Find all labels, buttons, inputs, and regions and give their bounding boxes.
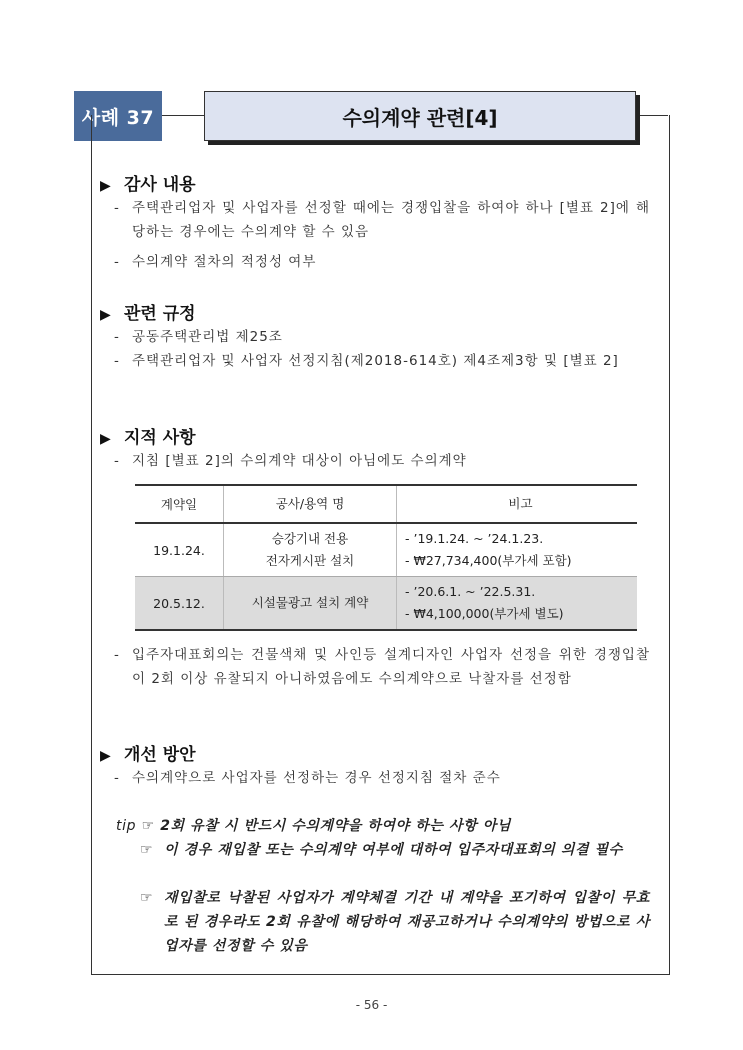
pointing-hand-icon: ☞	[140, 890, 154, 906]
table-header-cell: 계약일	[135, 485, 224, 523]
contract-table	[135, 484, 637, 631]
table-row	[135, 523, 637, 577]
list-item: - 입주자대표회의는 건물색채 및 사인등 설계디자인 사업자 선정을 위한 경쟁입찰이 2회 이상 유찰되지 아니하였음에도 수의계약으로 낙찰자를 선정함	[114, 647, 650, 687]
case-badge: 사례 37	[74, 91, 162, 141]
table-header-row	[135, 485, 637, 523]
section-heading-improvement: ▶ 개선 방안	[100, 745, 196, 765]
page-title: 수의계약 관련[4]	[204, 91, 636, 141]
table-header-cell: 비고	[397, 485, 638, 523]
table-cell-note: - ’19.1.24. ~ ’24.1.23. - ₩27,734,400(부가세 포함)	[397, 523, 638, 577]
list-item: - 주택관리업자 및 사업자 선정지침(제2018-614호) 제4조제3항 및 [별표 2]	[114, 353, 619, 369]
table-header-cell: 공사/용역 명	[224, 485, 397, 523]
table-cell-date: 20.5.12.	[135, 577, 224, 631]
table-cell-date: 19.1.24.	[135, 523, 224, 577]
triangle-bullet-icon: ▶	[100, 178, 111, 194]
list-item: - 수의계약으로 사업자를 선정하는 경우 선정지침 절차 준수	[114, 770, 501, 786]
section-heading-regulation: ▶ 관련 규정	[100, 304, 196, 324]
list-item: - 수의계약 절차의 적정성 여부	[114, 254, 317, 270]
tip-item: tip ☞ 2회 유찰 시 반드시 수의계약을 하여야 하는 사항 아님	[116, 818, 511, 834]
list-item: - 지침 [별표 2]의 수의계약 대상이 아님에도 수의계약	[114, 453, 467, 469]
table-cell-note: - ’20.6.1. ~ ’22.5.31. - ₩4,100,000(부가세 별도)	[397, 577, 638, 631]
triangle-bullet-icon: ▶	[100, 431, 111, 447]
page-number: - 56 -	[355, 998, 388, 1012]
pointing-hand-icon: ☞	[140, 842, 154, 858]
table-cell-name: 승강기내 전용 전자게시판 설치	[224, 523, 397, 577]
tip-item: ☞ 이 경우 재입찰 또는 수의계약 여부에 대하여 입주자대표회의 의결 필수	[140, 838, 650, 862]
triangle-bullet-icon: ▶	[100, 307, 111, 323]
triangle-bullet-icon: ▶	[100, 748, 111, 764]
table-cell-name: 시설물광고 설치 계약	[224, 577, 397, 631]
section-heading-audit: ▶ 감사 내용	[100, 175, 196, 195]
table-row	[135, 577, 637, 631]
section-heading-findings: ▶ 지적 사항	[100, 428, 196, 448]
list-item: - 공동주택관리법 제25조	[114, 329, 283, 345]
pointing-hand-icon: ☞	[141, 818, 155, 834]
list-item: - 주택관리업자 및 사업자를 선정할 때에는 경쟁입찰을 하여야 하나 [별표 2]에 해당하는 경우에는 수의계약 할 수 있음	[114, 200, 650, 240]
tip-item: ☞ 재입찰로 낙찰된 사업자가 계약체결 기간 내 계약을 포기하여 입찰이 무효로 된 경우라도 2회 유찰에 해당하여 재공고하거나 수의계약의 방법으로 사업자를 선정할 수 있음	[140, 886, 650, 958]
